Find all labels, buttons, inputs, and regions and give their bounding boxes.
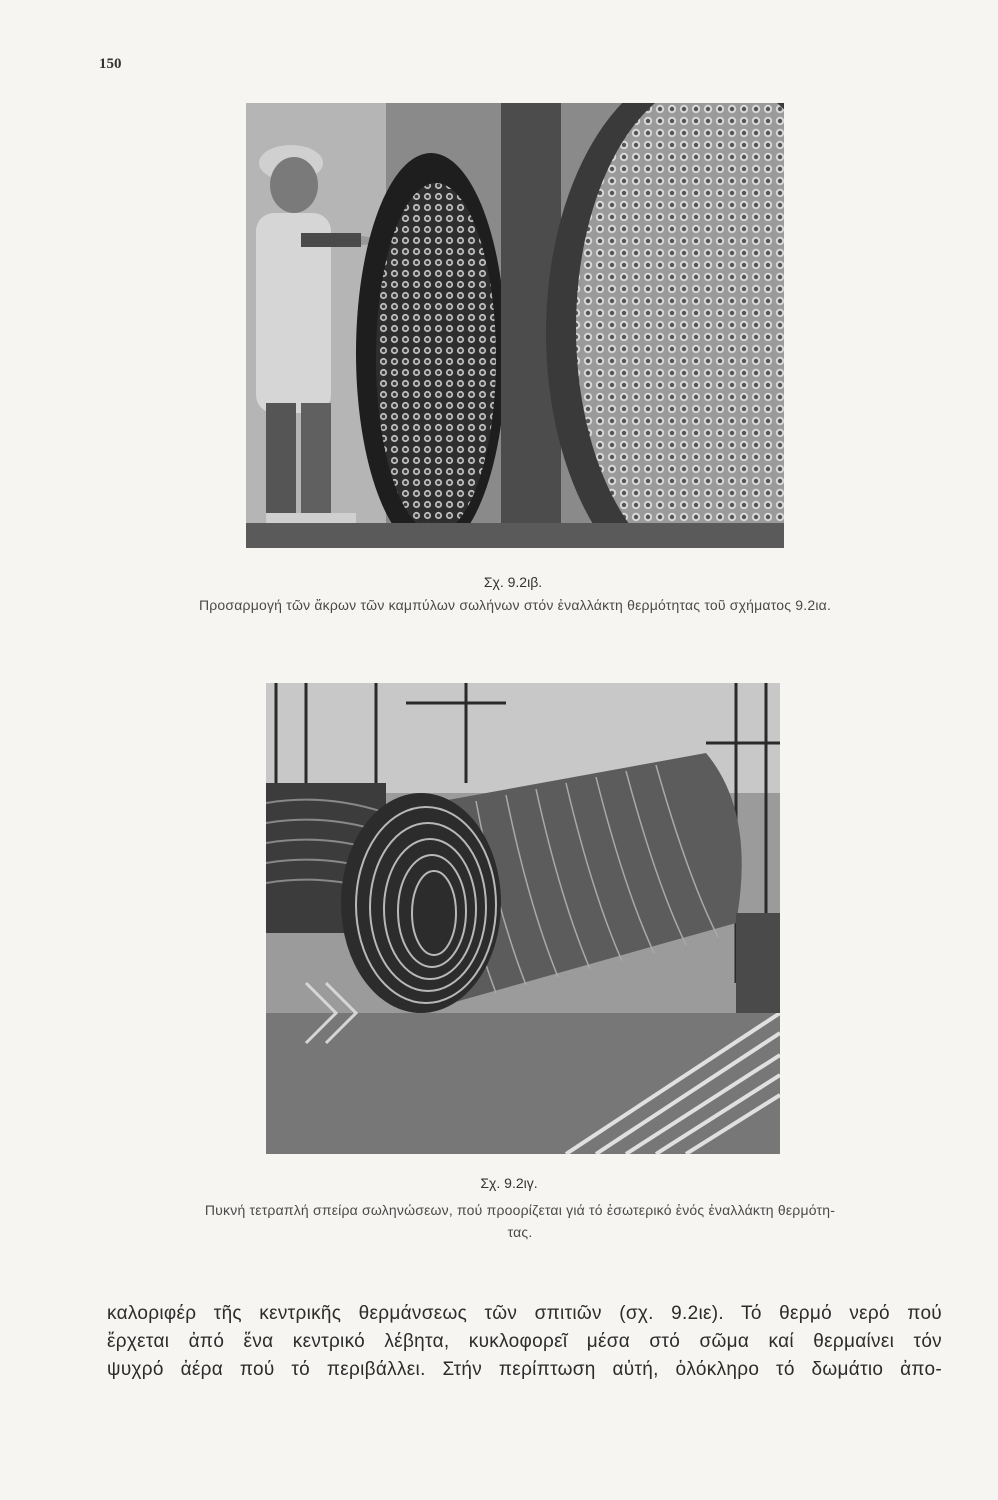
figure-1-label: Σχ. 9.2ιβ. xyxy=(483,574,543,590)
figure-tube-coil-bundle xyxy=(266,683,780,1154)
figure-2-caption-line-2: τας. xyxy=(507,1224,533,1240)
body-line-1: καλοριφέρ τῆς κεντρικῆς θερμάνσεως τῶν σπιτιῶν (σχ. 9.2ιε). Τό θερμό νερό πού xyxy=(107,1303,942,1324)
figure-1-caption: Προσαρμογή τῶν ἄκρων τῶν καμπύλων σωλήνων στόν ἐναλλάκτη θερμότητας τοῦ σχήματος 9.2ια. xyxy=(198,597,832,613)
body-paragraph xyxy=(107,1300,942,1384)
body-line-2: ἔρχεται ἀπό ἕνα κεντρικό λέβητα, κυκλοφορεῖ μέσα στό σῶμα καί θερμαίνει τόν xyxy=(107,1331,942,1352)
figure-2-caption-line-1: Πυκνή τετραπλή σπείρα σωληνώσεων, πού προορίζεται γιά τό ἐσωτερικό ἑνός ἐναλλάκτη θερμότη- xyxy=(204,1202,836,1218)
body-line-3: ψυχρό ἀέρα πού τό περιβάλλει. Στήν περίπτωση αὐτή, ὁλόκληρο τό δωμάτιο ἀπο- xyxy=(107,1359,942,1380)
figure-2-label: Σχ. 9.2ιγ. xyxy=(480,1175,538,1191)
figure-2-caption xyxy=(100,1199,940,1243)
figure-heat-exchanger-tube-sheet xyxy=(246,103,784,548)
page-number: 150 xyxy=(99,56,122,72)
